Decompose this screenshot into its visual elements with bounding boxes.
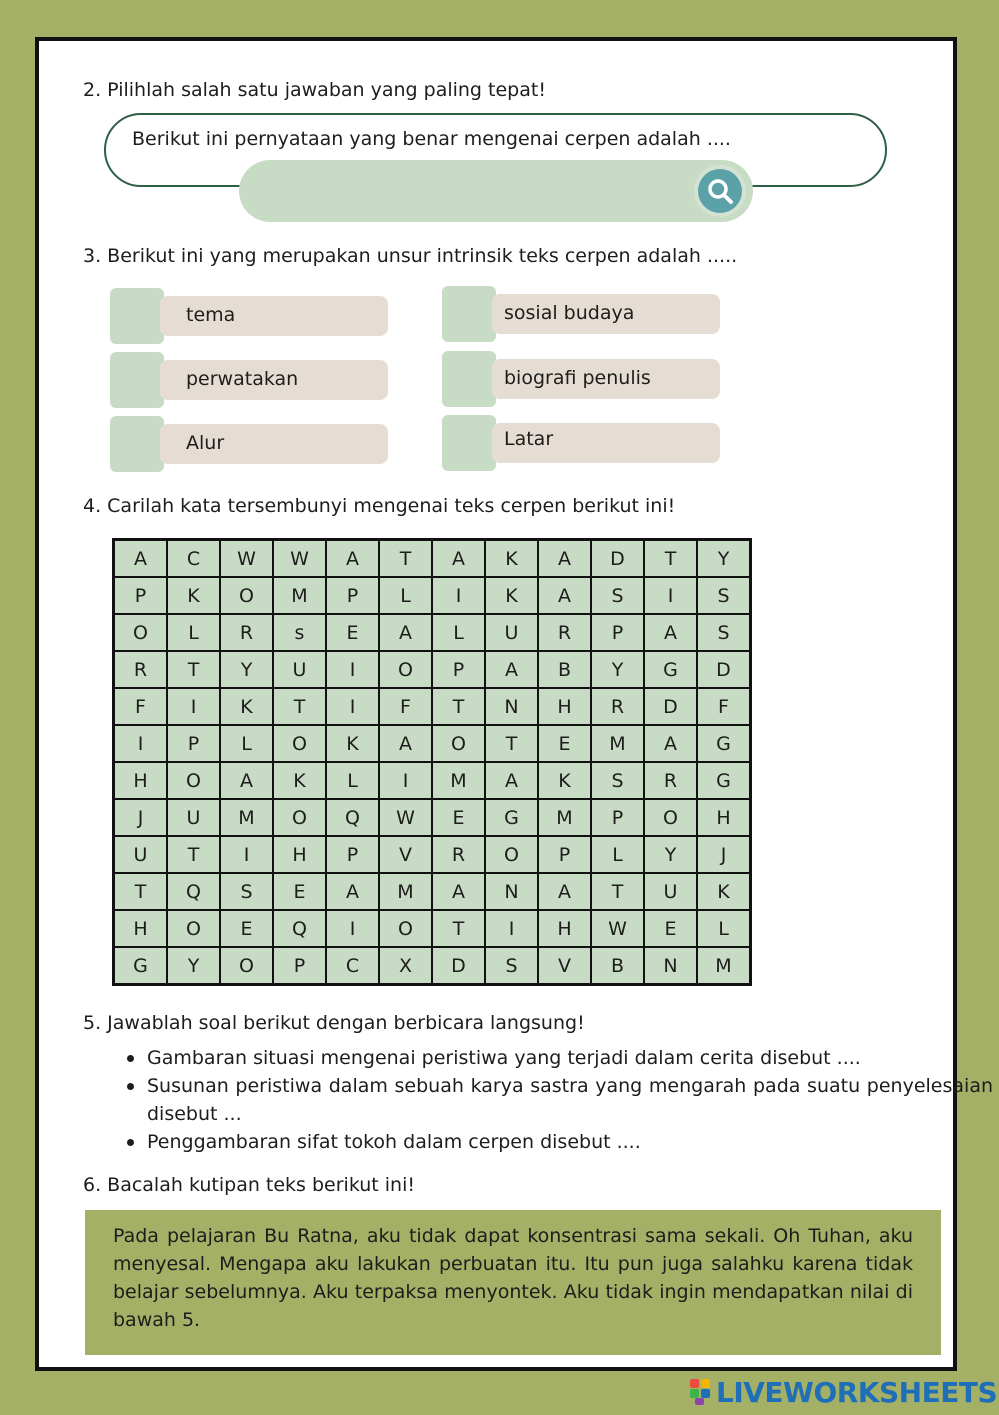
grid-cell[interactable]: L bbox=[326, 762, 379, 799]
grid-cell[interactable]: F bbox=[114, 688, 168, 725]
grid-cell[interactable]: Y bbox=[644, 836, 697, 873]
grid-cell[interactable]: C bbox=[167, 540, 220, 578]
grid-cell[interactable]: G bbox=[697, 762, 751, 799]
grid-cell[interactable]: P bbox=[167, 725, 220, 762]
option-label: Latar bbox=[504, 428, 554, 450]
grid-row bbox=[114, 836, 751, 873]
grid-cell[interactable]: Q bbox=[273, 910, 326, 947]
q2-statement: Berikut ini pernyataan yang benar mengenai cerpen adalah .... bbox=[132, 128, 731, 150]
grid-cell[interactable]: Q bbox=[326, 799, 379, 836]
grid-cell[interactable]: L bbox=[591, 836, 644, 873]
grid-cell[interactable]: L bbox=[379, 577, 432, 614]
grid-cell[interactable]: Q bbox=[167, 873, 220, 910]
option-checkbox[interactable] bbox=[442, 286, 496, 342]
grid-cell[interactable]: Y bbox=[220, 651, 273, 688]
option-checkbox[interactable] bbox=[110, 416, 164, 472]
grid-cell[interactable]: L bbox=[432, 614, 485, 651]
grid-cell[interactable]: T bbox=[432, 688, 485, 725]
grid-cell[interactable]: I bbox=[114, 725, 168, 762]
grid-row bbox=[114, 577, 751, 614]
grid-cell[interactable]: G bbox=[485, 799, 538, 836]
brand-name: LIVEWORKSHEETS bbox=[716, 1375, 998, 1409]
grid-cell[interactable]: A bbox=[379, 614, 432, 651]
grid-cell[interactable]: I bbox=[432, 577, 485, 614]
grid-cell[interactable]: Y bbox=[697, 540, 751, 578]
grid-cell[interactable]: P bbox=[326, 577, 379, 614]
grid-cell[interactable]: B bbox=[538, 651, 591, 688]
grid-cell[interactable]: S bbox=[697, 614, 751, 651]
grid-cell[interactable]: V bbox=[379, 836, 432, 873]
grid-cell[interactable]: A bbox=[432, 873, 485, 910]
grid-cell[interactable]: W bbox=[220, 540, 273, 578]
q3-option-1[interactable] bbox=[110, 288, 390, 344]
q2-answer-field[interactable] bbox=[239, 160, 753, 222]
grid-cell[interactable]: S bbox=[220, 873, 273, 910]
grid-cell[interactable]: G bbox=[644, 651, 697, 688]
q5-item[interactable]: Gambaran situasi mengenai peristiwa yang terjadi dalam cerita disebut .... bbox=[147, 1044, 993, 1072]
grid-cell[interactable]: A bbox=[538, 540, 591, 578]
q3-option-2[interactable] bbox=[442, 286, 722, 342]
grid-cell[interactable]: E bbox=[644, 910, 697, 947]
grid-cell[interactable]: N bbox=[644, 947, 697, 985]
grid-cell[interactable]: F bbox=[379, 688, 432, 725]
grid-cell[interactable]: U bbox=[167, 799, 220, 836]
grid-cell[interactable]: T bbox=[167, 836, 220, 873]
grid-cell[interactable]: P bbox=[538, 836, 591, 873]
grid-cell[interactable]: O bbox=[220, 947, 273, 985]
grid-cell[interactable]: D bbox=[432, 947, 485, 985]
grid-cell[interactable]: H bbox=[114, 762, 168, 799]
q3-option-5[interactable] bbox=[110, 416, 390, 472]
grid-cell[interactable]: O bbox=[114, 614, 168, 651]
grid-cell[interactable]: A bbox=[485, 762, 538, 799]
q3-option-6[interactable] bbox=[442, 415, 722, 471]
grid-cell[interactable]: I bbox=[167, 688, 220, 725]
grid-cell[interactable]: N bbox=[485, 873, 538, 910]
grid-cell[interactable]: I bbox=[379, 762, 432, 799]
grid-cell[interactable]: D bbox=[697, 651, 751, 688]
grid-cell[interactable]: H bbox=[114, 910, 168, 947]
grid-cell[interactable]: T bbox=[273, 688, 326, 725]
grid-cell[interactable]: I bbox=[485, 910, 538, 947]
option-checkbox[interactable] bbox=[110, 288, 164, 344]
grid-cell[interactable]: L bbox=[697, 910, 751, 947]
grid-cell[interactable]: W bbox=[591, 910, 644, 947]
grid-cell[interactable]: E bbox=[326, 614, 379, 651]
grid-cell[interactable]: O bbox=[432, 725, 485, 762]
grid-cell[interactable]: A bbox=[114, 540, 168, 578]
option-checkbox[interactable] bbox=[442, 415, 496, 471]
grid-cell[interactable]: T bbox=[167, 651, 220, 688]
grid-cell[interactable]: M bbox=[538, 799, 591, 836]
grid-cell[interactable]: I bbox=[220, 836, 273, 873]
grid-cell[interactable]: A bbox=[644, 725, 697, 762]
grid-cell[interactable]: O bbox=[644, 799, 697, 836]
grid-row bbox=[114, 540, 751, 578]
option-label: sosial budaya bbox=[504, 302, 635, 324]
grid-cell[interactable]: E bbox=[538, 725, 591, 762]
grid-cell[interactable]: N bbox=[485, 688, 538, 725]
option-label: biografi penulis bbox=[504, 367, 651, 389]
grid-cell[interactable]: K bbox=[326, 725, 379, 762]
grid-row bbox=[114, 762, 751, 799]
grid-cell[interactable]: Y bbox=[591, 651, 644, 688]
grid-cell[interactable]: B bbox=[591, 947, 644, 985]
liveworksheets-logo-icon bbox=[690, 1378, 712, 1406]
grid-cell[interactable]: Y bbox=[167, 947, 220, 985]
grid-cell[interactable]: O bbox=[220, 577, 273, 614]
grid-cell[interactable]: L bbox=[167, 614, 220, 651]
grid-cell[interactable]: P bbox=[273, 947, 326, 985]
grid-cell[interactable]: I bbox=[644, 577, 697, 614]
grid-cell[interactable]: H bbox=[697, 799, 751, 836]
footer-logo[interactable] bbox=[690, 1375, 997, 1409]
grid-cell[interactable]: A bbox=[326, 873, 379, 910]
grid-cell[interactable]: I bbox=[326, 688, 379, 725]
grid-cell[interactable]: M bbox=[591, 725, 644, 762]
grid-cell[interactable]: X bbox=[379, 947, 432, 985]
grid-cell[interactable]: P bbox=[326, 836, 379, 873]
q5-item[interactable]: Penggambaran sifat tokoh dalam cerpen disebut .... bbox=[147, 1128, 993, 1156]
grid-cell[interactable]: I bbox=[326, 910, 379, 947]
worksheet-page bbox=[35, 37, 993, 1371]
grid-cell[interactable]: E bbox=[432, 799, 485, 836]
grid-cell[interactable]: O bbox=[379, 910, 432, 947]
q6-prompt: 6. Bacalah kutipan teks berikut ini! bbox=[83, 1174, 415, 1196]
grid-cell[interactable]: U bbox=[273, 651, 326, 688]
grid-cell[interactable]: P bbox=[591, 799, 644, 836]
grid-row bbox=[114, 725, 751, 762]
grid-cell[interactable]: R bbox=[114, 651, 168, 688]
grid-cell[interactable]: O bbox=[167, 762, 220, 799]
grid-cell[interactable]: R bbox=[591, 688, 644, 725]
grid-row bbox=[114, 947, 751, 985]
grid-cell[interactable]: R bbox=[644, 762, 697, 799]
grid-cell[interactable]: O bbox=[167, 910, 220, 947]
grid-cell[interactable]: I bbox=[326, 651, 379, 688]
grid-cell[interactable]: A bbox=[538, 873, 591, 910]
option-label: perwatakan bbox=[186, 368, 299, 390]
grid-cell[interactable]: F bbox=[697, 688, 751, 725]
grid-row bbox=[114, 651, 751, 688]
grid-cell[interactable]: L bbox=[220, 725, 273, 762]
q5-question-list bbox=[107, 1044, 993, 1156]
grid-cell[interactable]: T bbox=[114, 873, 168, 910]
grid-cell[interactable]: U bbox=[644, 873, 697, 910]
grid-cell[interactable]: A bbox=[538, 577, 591, 614]
grid-cell[interactable]: K bbox=[485, 577, 538, 614]
grid-cell[interactable]: M bbox=[432, 762, 485, 799]
grid-cell[interactable]: J bbox=[114, 799, 168, 836]
grid-cell[interactable]: M bbox=[379, 873, 432, 910]
q5-prompt: 5. Jawablah soal berikut dengan berbicara langsung! bbox=[83, 1012, 585, 1034]
grid-cell[interactable]: A bbox=[379, 725, 432, 762]
grid-cell[interactable]: C bbox=[326, 947, 379, 985]
grid-cell[interactable]: M bbox=[220, 799, 273, 836]
grid-cell[interactable]: M bbox=[273, 577, 326, 614]
grid-cell[interactable]: A bbox=[432, 540, 485, 578]
grid-cell[interactable]: J bbox=[697, 836, 751, 873]
grid-cell[interactable]: K bbox=[167, 577, 220, 614]
grid-cell[interactable]: U bbox=[485, 614, 538, 651]
grid-row bbox=[114, 873, 751, 910]
grid-cell[interactable]: W bbox=[273, 540, 326, 578]
grid-cell[interactable]: H bbox=[273, 836, 326, 873]
grid-cell[interactable]: T bbox=[591, 873, 644, 910]
grid-cell[interactable]: T bbox=[485, 725, 538, 762]
grid-cell[interactable]: P bbox=[591, 614, 644, 651]
grid-cell[interactable]: O bbox=[379, 651, 432, 688]
grid-cell[interactable]: P bbox=[432, 651, 485, 688]
grid-cell[interactable]: S bbox=[697, 577, 751, 614]
grid-cell[interactable]: K bbox=[485, 540, 538, 578]
search-icon[interactable] bbox=[698, 169, 742, 213]
grid-cell[interactable]: P bbox=[114, 577, 168, 614]
grid-cell[interactable]: U bbox=[114, 836, 168, 873]
grid-cell[interactable]: O bbox=[273, 725, 326, 762]
option-label: tema bbox=[186, 304, 236, 326]
grid-cell[interactable]: R bbox=[220, 614, 273, 651]
q3-option-4[interactable] bbox=[442, 351, 722, 407]
grid-row bbox=[114, 688, 751, 725]
option-checkbox[interactable] bbox=[110, 352, 164, 408]
grid-row bbox=[114, 799, 751, 836]
grid-cell[interactable]: S bbox=[591, 762, 644, 799]
grid-cell[interactable]: A bbox=[326, 540, 379, 578]
grid-cell[interactable]: R bbox=[432, 836, 485, 873]
grid-cell[interactable]: G bbox=[114, 947, 168, 985]
grid-cell[interactable]: K bbox=[538, 762, 591, 799]
grid-cell[interactable]: s bbox=[273, 614, 326, 651]
grid-cell[interactable]: O bbox=[273, 799, 326, 836]
grid-cell[interactable]: A bbox=[220, 762, 273, 799]
q3-option-3[interactable] bbox=[110, 352, 390, 408]
grid-cell[interactable]: E bbox=[220, 910, 273, 947]
option-label: Alur bbox=[186, 432, 225, 454]
grid-cell[interactable]: A bbox=[485, 651, 538, 688]
grid-cell[interactable]: D bbox=[591, 540, 644, 578]
grid-cell[interactable]: A bbox=[644, 614, 697, 651]
grid-cell[interactable]: K bbox=[697, 873, 751, 910]
grid-cell[interactable]: K bbox=[220, 688, 273, 725]
grid-cell[interactable]: M bbox=[697, 947, 751, 985]
grid-cell[interactable]: O bbox=[485, 836, 538, 873]
grid-cell[interactable]: R bbox=[538, 614, 591, 651]
grid-row bbox=[114, 910, 751, 947]
grid-cell[interactable]: H bbox=[538, 688, 591, 725]
grid-cell[interactable]: G bbox=[697, 725, 751, 762]
grid-cell[interactable]: D bbox=[644, 688, 697, 725]
grid-cell[interactable]: T bbox=[379, 540, 432, 578]
q2-prompt: 2. Pilihlah salah satu jawaban yang paling tepat! bbox=[83, 79, 546, 101]
word-search-grid[interactable] bbox=[112, 538, 752, 986]
grid-cell[interactable]: E bbox=[273, 873, 326, 910]
option-checkbox[interactable] bbox=[442, 351, 496, 407]
q6-passage-box bbox=[85, 1210, 941, 1355]
q4-prompt: 4. Carilah kata tersembunyi mengenai teks cerpen berikut ini! bbox=[83, 495, 676, 517]
grid-cell[interactable]: S bbox=[485, 947, 538, 985]
q6-passage: Pada pelajaran Bu Ratna, aku tidak dapat konsentrasi sama sekali. Oh Tuhan, aku menyesal. Mengapa aku lakukan perbuatan itu. Itu pun juga salahku karena tidak belajar sebelumnya. Aku terpaksa menyontek. Aku tidak ingin mendapatkan nilai di bawah 5. bbox=[113, 1225, 913, 1331]
grid-cell[interactable]: H bbox=[538, 910, 591, 947]
grid-cell[interactable]: S bbox=[591, 577, 644, 614]
q3-prompt: 3. Berikut ini yang merupakan unsur intrinsik teks cerpen adalah ..... bbox=[83, 245, 738, 267]
grid-row bbox=[114, 614, 751, 651]
grid-cell[interactable]: T bbox=[644, 540, 697, 578]
grid-cell[interactable]: K bbox=[273, 762, 326, 799]
q5-item[interactable]: Susunan peristiwa dalam sebuah karya sastra yang mengarah pada suatu penyelesaian disebut ... bbox=[147, 1072, 993, 1128]
grid-cell[interactable]: T bbox=[432, 910, 485, 947]
grid-cell[interactable]: W bbox=[379, 799, 432, 836]
grid-cell[interactable]: V bbox=[538, 947, 591, 985]
